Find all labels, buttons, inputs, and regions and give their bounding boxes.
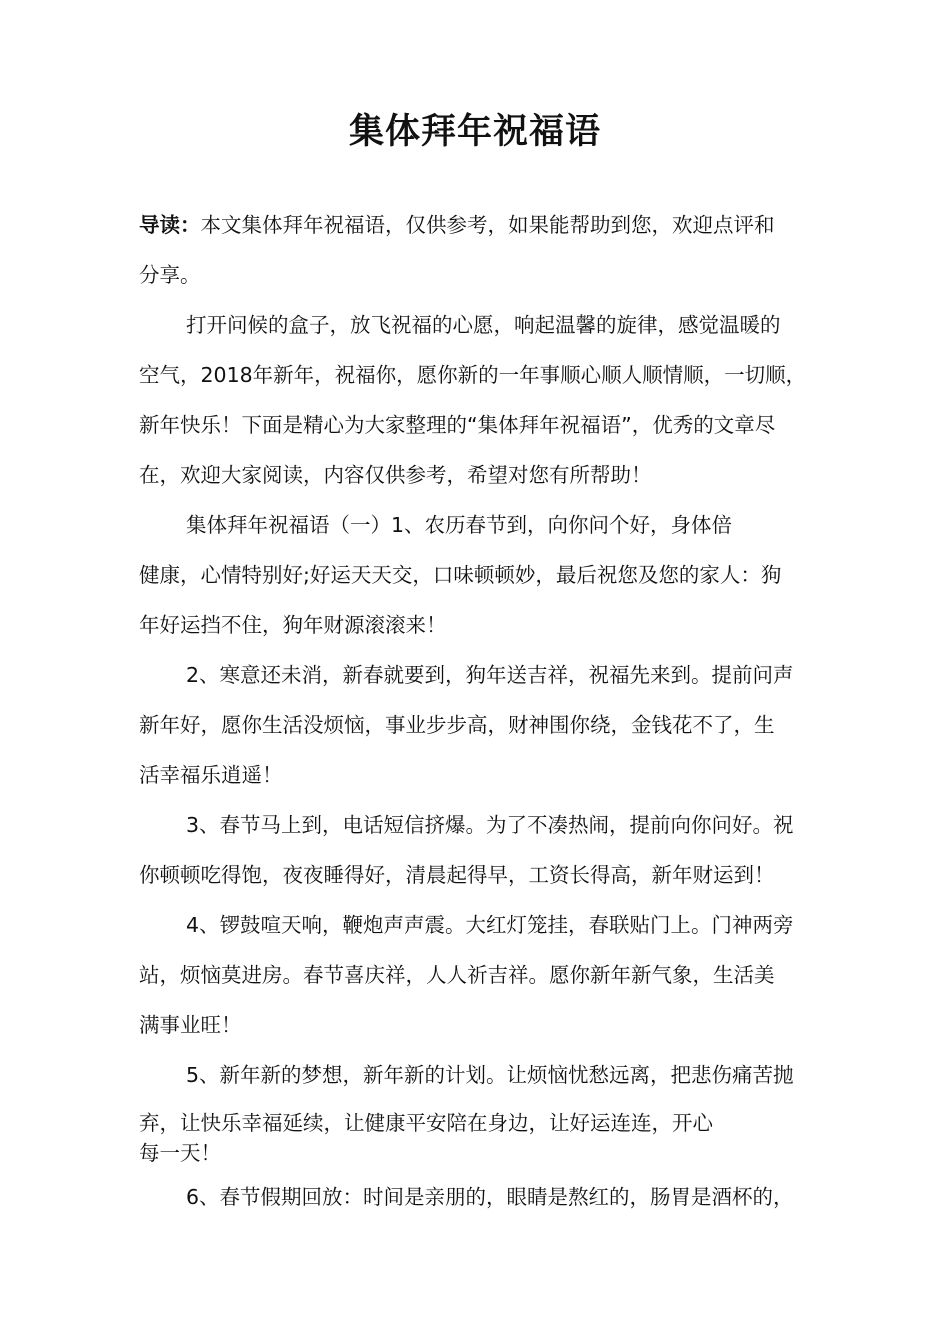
text-line: 每一天！ [139,1141,221,1165]
text-line: 2、寒意还未消，新春就要到，狗年送吉祥，祝福先来到。提前问声 [186,663,794,687]
text-line: 弃，让快乐幸福延续，让健康平安陪在身边，让好运连连，开心 [139,1111,713,1135]
text-line: 健康，心情特别好;好运天天交，口味顿顿妙，最后祝您及您的家人：狗 [139,563,782,587]
text-line: 满事业旺！ [139,1013,242,1037]
text-line: 集体拜年祝福语（一）1、农历春节到，向你问个好，身体倍 [186,513,733,537]
text-line: 你顿顿吃得饱，夜夜睡得好，清晨起得早，工资长得高，新年财运到！ [139,863,775,887]
lead-label: 导读： [139,213,201,237]
text-line: 打开问候的盒子，放飞祝福的心愿，响起温馨的旋律，感觉温暖的 [186,313,781,337]
text-line: 活幸福乐逍遥！ [139,763,283,787]
text-line: 6、春节假期回放：时间是亲朋的，眼睛是熬红的，肠胃是酒杯的， [186,1185,794,1209]
text-line: 3、春节马上到，电话短信挤爆。为了不凑热闹，提前向你问好。祝 [186,813,794,837]
document-title: 集体拜年祝福语 [348,112,601,152]
text-line: 4、锣鼓喧天响，鞭炮声声震。大红灯笼挂，春联贴门上。门神两旁 [186,913,794,937]
text-line: 5、新年新的梦想，新年新的计划。让烦恼忧愁远离，把悲伤痛苦抛 [186,1063,794,1087]
text-line: 新年好，愿你生活没烦恼，事业步步高，财神围你绕，金钱花不了，生 [139,713,775,737]
text-line: 年好运挡不住，狗年财源滚滚来！ [139,613,447,637]
text-line: 分享。 [139,263,201,287]
text-line: 在，欢迎大家阅读，内容仅供参考，希望对您有所帮助！ [139,463,652,487]
lead-text: 本文集体拜年祝福语，仅供参考，如果能帮助到您，欢迎点评和 [200,213,775,237]
lead-paragraph-line [139,212,775,238]
text-line: 新年快乐！下面是精心为大家整理的“集体拜年祝福语”，优秀的文章尽 [139,413,776,437]
text-line: 空气，2018年新年，祝福你，愿你新的一年事顺心顺人顺情顺，一切顺， [139,363,807,387]
text-line: 站，烦恼莫进房。春节喜庆祥，人人祈吉祥。愿你新年新气象，生活美 [139,963,775,987]
